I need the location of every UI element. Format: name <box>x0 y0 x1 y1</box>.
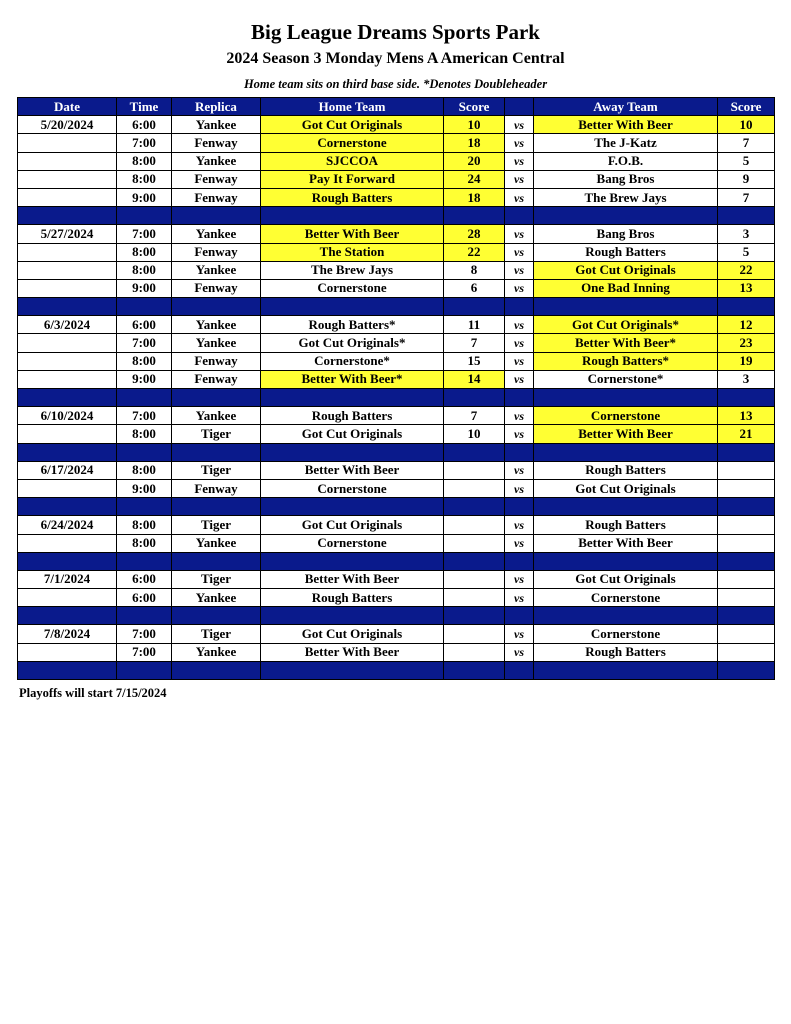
separator-row <box>18 607 775 625</box>
table-row <box>18 534 775 552</box>
date-cell: 7/1/2024 <box>18 570 117 588</box>
home-team-cell: Got Cut Originals* <box>261 334 444 352</box>
separator-cell <box>18 607 117 625</box>
away-team-cell: Better With Beer <box>534 425 718 443</box>
home-team-cell: Better With Beer* <box>261 370 444 388</box>
vs-cell: vs <box>505 425 534 443</box>
date-cell <box>18 279 117 297</box>
away-score-cell <box>718 534 775 552</box>
away-score-cell: 3 <box>718 370 775 388</box>
home-score-cell: 10 <box>444 425 505 443</box>
time-cell: 8:00 <box>117 152 172 170</box>
separator-cell <box>718 389 775 407</box>
replica-cell: Yankee <box>172 643 261 661</box>
home-team-cell: Rough Batters <box>261 589 444 607</box>
home-score-cell: 18 <box>444 188 505 206</box>
date-cell <box>18 243 117 261</box>
home-team-cell: Better With Beer <box>261 570 444 588</box>
away-score-cell: 21 <box>718 425 775 443</box>
replica-cell: Yankee <box>172 261 261 279</box>
time-cell: 7:00 <box>117 334 172 352</box>
vs-cell: vs <box>505 152 534 170</box>
table-row <box>18 479 775 497</box>
away-score-cell <box>718 461 775 479</box>
time-cell: 7:00 <box>117 643 172 661</box>
home-team-cell: Rough Batters* <box>261 316 444 334</box>
vs-cell: vs <box>505 116 534 134</box>
table-row <box>18 407 775 425</box>
home-team-cell: The Station <box>261 243 444 261</box>
date-cell: 6/10/2024 <box>18 407 117 425</box>
col-header-time: Time <box>117 98 172 116</box>
away-team-cell: Rough Batters <box>534 643 718 661</box>
replica-cell: Fenway <box>172 279 261 297</box>
separator-row <box>18 661 775 679</box>
home-score-cell: 18 <box>444 134 505 152</box>
table-row <box>18 279 775 297</box>
vs-cell: vs <box>505 170 534 188</box>
home-score-cell: 22 <box>444 243 505 261</box>
separator-cell <box>117 661 172 679</box>
table-row <box>18 152 775 170</box>
schedule-table <box>17 97 775 680</box>
away-score-cell: 13 <box>718 407 775 425</box>
separator-cell <box>718 607 775 625</box>
away-team-cell: Better With Beer* <box>534 334 718 352</box>
replica-cell: Fenway <box>172 243 261 261</box>
vs-cell: vs <box>505 534 534 552</box>
separator-cell <box>505 661 534 679</box>
table-row <box>18 589 775 607</box>
separator-cell <box>505 207 534 225</box>
separator-cell <box>444 552 505 570</box>
home-team-cell: Better With Beer <box>261 225 444 243</box>
separator-cell <box>117 298 172 316</box>
replica-cell: Yankee <box>172 334 261 352</box>
table-row <box>18 370 775 388</box>
table-row <box>18 188 775 206</box>
separator-cell <box>444 298 505 316</box>
replica-cell: Fenway <box>172 134 261 152</box>
away-score-cell: 7 <box>718 188 775 206</box>
vs-cell: vs <box>505 570 534 588</box>
time-cell: 8:00 <box>117 534 172 552</box>
home-team-cell: Got Cut Originals <box>261 516 444 534</box>
separator-cell <box>534 389 718 407</box>
home-score-cell: 8 <box>444 261 505 279</box>
home-score-cell <box>444 479 505 497</box>
date-cell <box>18 261 117 279</box>
away-score-cell: 5 <box>718 243 775 261</box>
replica-cell: Yankee <box>172 316 261 334</box>
vs-cell: vs <box>505 261 534 279</box>
separator-cell <box>261 298 444 316</box>
replica-cell: Fenway <box>172 352 261 370</box>
home-score-cell <box>444 570 505 588</box>
date-cell <box>18 425 117 443</box>
replica-cell: Fenway <box>172 188 261 206</box>
date-cell <box>18 643 117 661</box>
home-team-cell: Cornerstone <box>261 279 444 297</box>
away-team-cell: Cornerstone <box>534 625 718 643</box>
page-title: Big League Dreams Sports Park <box>251 20 540 44</box>
separator-cell <box>444 443 505 461</box>
home-team-cell: The Brew Jays <box>261 261 444 279</box>
time-cell: 9:00 <box>117 279 172 297</box>
separator-cell <box>505 552 534 570</box>
away-score-cell: 9 <box>718 170 775 188</box>
vs-cell: vs <box>505 334 534 352</box>
date-cell <box>18 352 117 370</box>
away-score-cell <box>718 479 775 497</box>
separator-cell <box>534 552 718 570</box>
vs-cell: vs <box>505 589 534 607</box>
separator-cell <box>117 552 172 570</box>
vs-cell: vs <box>505 625 534 643</box>
replica-cell: Tiger <box>172 625 261 643</box>
away-team-cell: Rough Batters* <box>534 352 718 370</box>
table-row <box>18 225 775 243</box>
separator-cell <box>534 661 718 679</box>
separator-row <box>18 389 775 407</box>
time-cell: 8:00 <box>117 170 172 188</box>
table-row <box>18 643 775 661</box>
home-score-cell: 20 <box>444 152 505 170</box>
time-cell: 7:00 <box>117 407 172 425</box>
separator-cell <box>444 207 505 225</box>
replica-cell: Yankee <box>172 225 261 243</box>
away-team-cell: Got Cut Originals* <box>534 316 718 334</box>
table-row <box>18 625 775 643</box>
separator-cell <box>117 389 172 407</box>
home-team-cell: Pay It Forward <box>261 170 444 188</box>
away-score-cell <box>718 570 775 588</box>
separator-cell <box>18 443 117 461</box>
home-team-cell: Better With Beer <box>261 643 444 661</box>
vs-cell: vs <box>505 188 534 206</box>
home-score-cell: 11 <box>444 316 505 334</box>
vs-cell: vs <box>505 461 534 479</box>
separator-cell <box>718 443 775 461</box>
replica-cell: Yankee <box>172 407 261 425</box>
table-row <box>18 116 775 134</box>
replica-cell: Fenway <box>172 170 261 188</box>
home-score-cell: 7 <box>444 407 505 425</box>
separator-cell <box>261 443 444 461</box>
away-score-cell <box>718 643 775 661</box>
home-team-cell: Got Cut Originals <box>261 116 444 134</box>
col-header-home-score: Score <box>444 98 505 116</box>
separator-cell <box>444 389 505 407</box>
table-row <box>18 516 775 534</box>
vs-cell: vs <box>505 370 534 388</box>
time-cell: 6:00 <box>117 570 172 588</box>
vs-cell: vs <box>505 279 534 297</box>
away-team-cell: Rough Batters <box>534 243 718 261</box>
date-cell <box>18 188 117 206</box>
separator-cell <box>505 298 534 316</box>
home-team-cell: Got Cut Originals <box>261 625 444 643</box>
separator-cell <box>18 207 117 225</box>
separator-cell <box>534 607 718 625</box>
separator-cell <box>505 498 534 516</box>
doubleheader-note: Home team sits on third base side. *Denotes Doubleheader <box>243 77 548 91</box>
page-subtitle: 2024 Season 3 Monday Mens A American Central <box>226 50 565 67</box>
separator-cell <box>117 498 172 516</box>
separator-row <box>18 498 775 516</box>
separator-cell <box>261 607 444 625</box>
separator-row <box>18 207 775 225</box>
date-cell <box>18 170 117 188</box>
vs-cell: vs <box>505 316 534 334</box>
home-score-cell <box>444 534 505 552</box>
separator-cell <box>505 607 534 625</box>
separator-cell <box>534 298 718 316</box>
table-row <box>18 261 775 279</box>
away-score-cell: 22 <box>718 261 775 279</box>
replica-cell: Tiger <box>172 461 261 479</box>
vs-cell: vs <box>505 243 534 261</box>
separator-cell <box>718 207 775 225</box>
replica-cell: Fenway <box>172 479 261 497</box>
away-team-cell: Rough Batters <box>534 461 718 479</box>
date-cell: 6/3/2024 <box>18 316 117 334</box>
away-score-cell: 23 <box>718 334 775 352</box>
date-cell: 6/24/2024 <box>18 516 117 534</box>
replica-cell: Tiger <box>172 570 261 588</box>
home-team-cell: Rough Batters <box>261 407 444 425</box>
home-team-cell: SJCCOA <box>261 152 444 170</box>
home-score-cell: 7 <box>444 334 505 352</box>
col-header-date: Date <box>18 98 117 116</box>
date-cell <box>18 152 117 170</box>
separator-cell <box>18 661 117 679</box>
vs-cell: vs <box>505 134 534 152</box>
vs-cell: vs <box>505 352 534 370</box>
time-cell: 6:00 <box>117 589 172 607</box>
home-team-cell: Rough Batters <box>261 188 444 206</box>
away-score-cell: 10 <box>718 116 775 134</box>
time-cell: 9:00 <box>117 188 172 206</box>
table-row <box>18 334 775 352</box>
time-cell: 8:00 <box>117 516 172 534</box>
separator-cell <box>444 498 505 516</box>
separator-cell <box>117 607 172 625</box>
time-cell: 7:00 <box>117 225 172 243</box>
date-cell <box>18 370 117 388</box>
separator-cell <box>172 498 261 516</box>
time-cell: 9:00 <box>117 370 172 388</box>
separator-cell <box>718 552 775 570</box>
schedule-body <box>18 116 775 680</box>
time-cell: 8:00 <box>117 261 172 279</box>
home-team-cell: Better With Beer <box>261 461 444 479</box>
away-team-cell: F.O.B. <box>534 152 718 170</box>
away-score-cell: 12 <box>718 316 775 334</box>
separator-cell <box>18 552 117 570</box>
time-cell: 8:00 <box>117 352 172 370</box>
home-team-cell: Cornerstone* <box>261 352 444 370</box>
away-score-cell: 5 <box>718 152 775 170</box>
home-team-cell: Got Cut Originals <box>261 425 444 443</box>
away-team-cell: Cornerstone <box>534 589 718 607</box>
separator-row <box>18 552 775 570</box>
table-row <box>18 134 775 152</box>
separator-cell <box>444 661 505 679</box>
home-score-cell: 10 <box>444 116 505 134</box>
home-team-cell: Cornerstone <box>261 134 444 152</box>
home-score-cell <box>444 461 505 479</box>
away-team-cell: Bang Bros <box>534 170 718 188</box>
away-score-cell <box>718 589 775 607</box>
table-row <box>18 170 775 188</box>
time-cell: 7:00 <box>117 134 172 152</box>
vs-cell: vs <box>505 407 534 425</box>
home-score-cell: 6 <box>444 279 505 297</box>
home-score-cell: 15 <box>444 352 505 370</box>
col-header-vs <box>505 98 534 116</box>
col-header-home-team: Home Team <box>261 98 444 116</box>
away-score-cell: 13 <box>718 279 775 297</box>
home-score-cell <box>444 643 505 661</box>
home-team-cell: Cornerstone <box>261 534 444 552</box>
date-cell <box>18 134 117 152</box>
vs-cell: vs <box>505 479 534 497</box>
separator-cell <box>505 443 534 461</box>
away-team-cell: Got Cut Originals <box>534 479 718 497</box>
separator-cell <box>261 389 444 407</box>
replica-cell: Tiger <box>172 516 261 534</box>
time-cell: 6:00 <box>117 316 172 334</box>
away-team-cell: Better With Beer <box>534 534 718 552</box>
home-score-cell <box>444 625 505 643</box>
home-score-cell <box>444 589 505 607</box>
time-cell: 8:00 <box>117 243 172 261</box>
home-score-cell: 14 <box>444 370 505 388</box>
away-team-cell: The J-Katz <box>534 134 718 152</box>
date-cell: 5/20/2024 <box>18 116 117 134</box>
separator-cell <box>172 607 261 625</box>
table-header-row <box>18 98 775 116</box>
time-cell: 8:00 <box>117 461 172 479</box>
separator-cell <box>534 498 718 516</box>
table-row <box>18 316 775 334</box>
away-score-cell: 7 <box>718 134 775 152</box>
date-cell <box>18 534 117 552</box>
separator-cell <box>18 298 117 316</box>
time-cell: 9:00 <box>117 479 172 497</box>
date-cell <box>18 589 117 607</box>
table-row <box>18 243 775 261</box>
separator-cell <box>261 207 444 225</box>
away-team-cell: Cornerstone* <box>534 370 718 388</box>
date-cell: 7/8/2024 <box>18 625 117 643</box>
time-cell: 7:00 <box>117 625 172 643</box>
date-cell: 6/17/2024 <box>18 461 117 479</box>
separator-cell <box>18 498 117 516</box>
col-header-replica: Replica <box>172 98 261 116</box>
separator-cell <box>261 661 444 679</box>
separator-cell <box>172 389 261 407</box>
col-header-away-score: Score <box>718 98 775 116</box>
separator-cell <box>261 552 444 570</box>
table-row <box>18 461 775 479</box>
away-team-cell: Got Cut Originals <box>534 570 718 588</box>
away-team-cell: Bang Bros <box>534 225 718 243</box>
separator-cell <box>534 443 718 461</box>
date-cell <box>18 334 117 352</box>
separator-cell <box>534 207 718 225</box>
away-team-cell: One Bad Inning <box>534 279 718 297</box>
playoffs-note: Playoffs will start 7/15/2024 <box>19 686 167 700</box>
separator-cell <box>261 498 444 516</box>
table-row <box>18 570 775 588</box>
away-team-cell: Better With Beer <box>534 116 718 134</box>
separator-cell <box>117 443 172 461</box>
time-cell: 6:00 <box>117 116 172 134</box>
separator-cell <box>172 661 261 679</box>
separator-cell <box>117 207 172 225</box>
home-score-cell: 28 <box>444 225 505 243</box>
away-team-cell: Rough Batters <box>534 516 718 534</box>
home-score-cell <box>444 516 505 534</box>
table-row <box>18 352 775 370</box>
date-cell <box>18 479 117 497</box>
separator-cell <box>172 207 261 225</box>
separator-cell <box>718 498 775 516</box>
away-score-cell: 19 <box>718 352 775 370</box>
table-row <box>18 425 775 443</box>
separator-row <box>18 298 775 316</box>
separator-cell <box>444 607 505 625</box>
replica-cell: Yankee <box>172 152 261 170</box>
replica-cell: Tiger <box>172 425 261 443</box>
separator-cell <box>172 298 261 316</box>
vs-cell: vs <box>505 225 534 243</box>
separator-row <box>18 443 775 461</box>
away-score-cell <box>718 625 775 643</box>
time-cell: 8:00 <box>117 425 172 443</box>
vs-cell: vs <box>505 516 534 534</box>
separator-cell <box>718 661 775 679</box>
separator-cell <box>505 389 534 407</box>
date-cell: 5/27/2024 <box>18 225 117 243</box>
replica-cell: Yankee <box>172 589 261 607</box>
home-team-cell: Cornerstone <box>261 479 444 497</box>
separator-cell <box>172 443 261 461</box>
away-team-cell: The Brew Jays <box>534 188 718 206</box>
home-score-cell: 24 <box>444 170 505 188</box>
replica-cell: Yankee <box>172 116 261 134</box>
col-header-away-team: Away Team <box>534 98 718 116</box>
away-team-cell: Got Cut Originals <box>534 261 718 279</box>
away-team-cell: Cornerstone <box>534 407 718 425</box>
replica-cell: Yankee <box>172 534 261 552</box>
replica-cell: Fenway <box>172 370 261 388</box>
away-score-cell: 3 <box>718 225 775 243</box>
separator-cell <box>172 552 261 570</box>
separator-cell <box>18 389 117 407</box>
vs-cell: vs <box>505 643 534 661</box>
separator-cell <box>718 298 775 316</box>
away-score-cell <box>718 516 775 534</box>
